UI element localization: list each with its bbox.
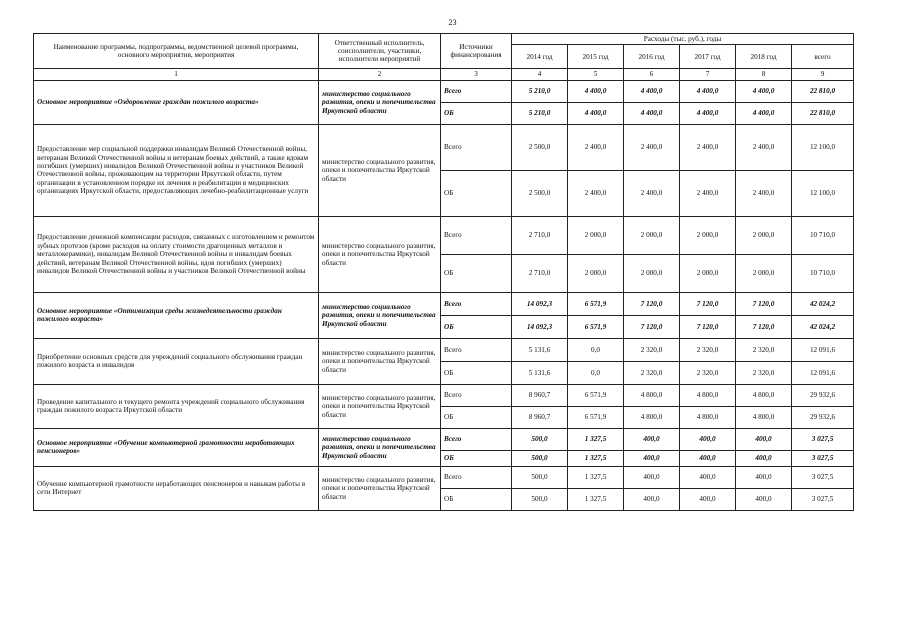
total-cell: 22 810,0 — [792, 102, 854, 124]
amount-cell: 400,0 — [624, 488, 680, 510]
funding-source: ОБ — [441, 406, 512, 428]
column-index: 4 — [512, 69, 568, 80]
amount-cell: 6 571,9 — [568, 384, 624, 406]
amount-cell: 7 120,0 — [680, 315, 736, 338]
table-row — [34, 292, 854, 315]
amount-cell: 1 327,5 — [568, 488, 624, 510]
funding-source: Всего — [441, 124, 512, 170]
amount-cell: 2 320,0 — [680, 361, 736, 384]
amount-cell: 2 400,0 — [680, 170, 736, 216]
amount-cell: 4 400,0 — [736, 102, 792, 124]
total-cell: 10 710,0 — [792, 254, 854, 292]
activity-executor: министерство социального развития, опеки и попечительства Иркутской области — [319, 216, 441, 292]
table-row — [34, 216, 854, 254]
activity-executor: министерство социального развития, опеки и попечительства Иркутской области — [319, 338, 441, 384]
total-cell: 42 024,2 — [792, 315, 854, 338]
amount-cell: 4 800,0 — [680, 384, 736, 406]
header-year: 2016 год — [624, 45, 680, 69]
activity-name: Предоставление мер социальной поддержки инвалидам Великой Отечественной войны, ветеранам Великой Отечественной войны и ветеранам боевых действий, а также вдовам погибших (умерших) инвалидов Великой Отечественной войны и участников Великой Отечественной войны, проживающим на территории Иркутской области, путем организации в установленном порядке их лечения и реабилитации в медицинских организациях Иркутской области, предоставляющих лечебно-реабилитационные услуги — [34, 124, 319, 216]
total-cell: 3 027,5 — [792, 428, 854, 450]
column-index: 1 — [34, 69, 319, 80]
amount-cell: 8 960,7 — [512, 384, 568, 406]
column-index: 5 — [568, 69, 624, 80]
amount-cell: 4 800,0 — [736, 384, 792, 406]
column-index: 3 — [441, 69, 512, 80]
amount-cell: 14 092,3 — [512, 315, 568, 338]
budget-table — [33, 33, 854, 511]
amount-cell: 5 131,6 — [512, 338, 568, 361]
amount-cell: 8 960,7 — [512, 406, 568, 428]
amount-cell: 2 000,0 — [624, 216, 680, 254]
amount-cell: 4 400,0 — [736, 80, 792, 102]
funding-source: Всего — [441, 466, 512, 488]
table-row — [34, 466, 854, 488]
amount-cell: 2 000,0 — [624, 254, 680, 292]
total-cell: 3 027,5 — [792, 466, 854, 488]
funding-source: ОБ — [441, 102, 512, 124]
header-source: Источники финансирования — [441, 34, 512, 69]
amount-cell: 2 400,0 — [736, 124, 792, 170]
amount-cell: 4 400,0 — [568, 80, 624, 102]
amount-cell: 7 120,0 — [624, 292, 680, 315]
amount-cell: 2 710,0 — [512, 216, 568, 254]
total-cell: 3 027,5 — [792, 488, 854, 510]
funding-source: ОБ — [441, 315, 512, 338]
amount-cell: 2 320,0 — [736, 338, 792, 361]
amount-cell: 4 400,0 — [680, 102, 736, 124]
amount-cell: 4 400,0 — [568, 102, 624, 124]
page-number: 23 — [448, 18, 457, 27]
amount-cell: 4 800,0 — [680, 406, 736, 428]
amount-cell: 4 800,0 — [736, 406, 792, 428]
amount-cell: 400,0 — [624, 466, 680, 488]
activity-executor: министерство социального развития, опеки и попечительства Иркутской области — [319, 292, 441, 338]
activity-name: Проведение капитального и текущего ремонта учреждений социального обслуживания граждан пожилого возраста Иркутской области — [34, 384, 319, 428]
header-expenses: Расходы (тыс. руб.), годы — [512, 34, 854, 45]
funding-source: ОБ — [441, 361, 512, 384]
amount-cell: 2 000,0 — [680, 254, 736, 292]
amount-cell: 1 327,5 — [568, 428, 624, 450]
total-cell: 29 932,6 — [792, 384, 854, 406]
amount-cell: 0,0 — [568, 361, 624, 384]
amount-cell: 0,0 — [568, 338, 624, 361]
amount-cell: 2 400,0 — [736, 170, 792, 216]
activity-executor: министерство социального развития, опеки и попечительства Иркутской области — [319, 124, 441, 216]
column-index: 9 — [792, 69, 854, 80]
column-index: 2 — [319, 69, 441, 80]
amount-cell: 1 327,5 — [568, 466, 624, 488]
amount-cell: 2 400,0 — [568, 124, 624, 170]
funding-source: Всего — [441, 292, 512, 315]
table-row — [34, 80, 854, 102]
amount-cell: 400,0 — [624, 428, 680, 450]
funding-source: Всего — [441, 428, 512, 450]
amount-cell: 400,0 — [736, 450, 792, 466]
total-cell: 12 100,0 — [792, 124, 854, 170]
activity-executor: министерство социального развития, опеки и попечительства Иркутской области — [319, 80, 441, 124]
amount-cell: 2 000,0 — [736, 216, 792, 254]
amount-cell: 7 120,0 — [624, 315, 680, 338]
activity-name: Предоставление денежной компенсации расходов, связанных с изготовлением и ремонтом зубных протезов (кроме расходов на оплату стоимости драгоценных металлов и металлокерамики), инвалидам Великой Отечественной войны и инвалидам боевых действий, ветеранам Великой Отечественной войны, вдов погибших (умерших) инвалидов Великой Отечественной войны и участников Великой Отечественной войны — [34, 216, 319, 292]
amount-cell: 2 400,0 — [680, 124, 736, 170]
amount-cell: 400,0 — [736, 466, 792, 488]
total-cell: 42 024,2 — [792, 292, 854, 315]
amount-cell: 2 500,0 — [512, 124, 568, 170]
header-year: 2015 год — [568, 45, 624, 69]
amount-cell: 400,0 — [680, 450, 736, 466]
amount-cell: 500,0 — [512, 488, 568, 510]
header-executor: Ответственный исполнитель, соисполнители, участники, исполнители мероприятий — [319, 34, 441, 69]
header-name: Наименование программы, подпрограммы, ведомственной целевой программы, основного мероприятия, мероприятия — [34, 34, 319, 69]
table-row — [34, 384, 854, 406]
total-cell: 12 100,0 — [792, 170, 854, 216]
amount-cell: 1 327,5 — [568, 450, 624, 466]
activity-name: Обучение компьютерной грамотности неработающих пенсионеров и навыкам работы в сети Интернет — [34, 466, 319, 510]
amount-cell: 2 320,0 — [680, 338, 736, 361]
column-index: 8 — [736, 69, 792, 80]
funding-source: Всего — [441, 80, 512, 102]
amount-cell: 7 120,0 — [736, 315, 792, 338]
amount-cell: 400,0 — [680, 466, 736, 488]
amount-cell: 7 120,0 — [680, 292, 736, 315]
funding-source: Всего — [441, 216, 512, 254]
activity-executor: министерство социального развития, опеки и попечительства Иркутской области — [319, 428, 441, 466]
amount-cell: 500,0 — [512, 466, 568, 488]
amount-cell: 4 800,0 — [624, 384, 680, 406]
activity-executor: министерство социального развития, опеки и попечительства Иркутской области — [319, 384, 441, 428]
amount-cell: 400,0 — [736, 428, 792, 450]
amount-cell: 2 000,0 — [736, 254, 792, 292]
amount-cell: 5 210,0 — [512, 102, 568, 124]
funding-source: ОБ — [441, 488, 512, 510]
table-row — [34, 338, 854, 361]
amount-cell: 400,0 — [680, 488, 736, 510]
amount-cell: 400,0 — [680, 428, 736, 450]
table-row — [34, 428, 854, 450]
amount-cell: 2 000,0 — [680, 216, 736, 254]
amount-cell: 2 000,0 — [568, 216, 624, 254]
column-index-row — [34, 69, 854, 80]
activity-name: Основное мероприятие «Обучение компьютерной грамотности неработающих пенсионеров» — [34, 428, 319, 466]
amount-cell: 2 000,0 — [568, 254, 624, 292]
amount-cell: 2 710,0 — [512, 254, 568, 292]
amount-cell: 14 092,3 — [512, 292, 568, 315]
column-index: 6 — [624, 69, 680, 80]
amount-cell: 2 320,0 — [736, 361, 792, 384]
amount-cell: 6 571,9 — [568, 315, 624, 338]
activity-name: Основное мероприятие «Оптимизация среды жизнедеятельности граждан пожилого возраста» — [34, 292, 319, 338]
activity-name: Основное мероприятие «Оздоровление граждан пожилого возраста» — [34, 80, 319, 124]
activity-executor: министерство социального развития, опеки и попечительства Иркутской области — [319, 466, 441, 510]
amount-cell: 4 400,0 — [624, 102, 680, 124]
amount-cell: 2 400,0 — [568, 170, 624, 216]
column-index: 7 — [680, 69, 736, 80]
amount-cell: 5 210,0 — [512, 80, 568, 102]
total-cell: 3 027,5 — [792, 450, 854, 466]
amount-cell: 400,0 — [624, 450, 680, 466]
amount-cell: 2 400,0 — [624, 170, 680, 216]
funding-source: ОБ — [441, 254, 512, 292]
header-year: 2017 год — [680, 45, 736, 69]
activity-name: Приобретение основных средств для учреждений социального обслуживания граждан пожилого возраста и инвалидов — [34, 338, 319, 384]
funding-source: Всего — [441, 384, 512, 406]
total-cell: 29 932,6 — [792, 406, 854, 428]
amount-cell: 7 120,0 — [736, 292, 792, 315]
amount-cell: 6 571,9 — [568, 406, 624, 428]
header-year: 2014 год — [512, 45, 568, 69]
amount-cell: 2 320,0 — [624, 361, 680, 384]
amount-cell: 500,0 — [512, 428, 568, 450]
amount-cell: 2 400,0 — [624, 124, 680, 170]
amount-cell: 2 500,0 — [512, 170, 568, 216]
total-cell: 22 810,0 — [792, 80, 854, 102]
table-row — [34, 124, 854, 170]
total-cell: 12 091,6 — [792, 361, 854, 384]
total-cell: 12 091,6 — [792, 338, 854, 361]
amount-cell: 400,0 — [736, 488, 792, 510]
funding-source: Всего — [441, 338, 512, 361]
header-total: всего — [792, 45, 854, 69]
total-cell: 10 710,0 — [792, 216, 854, 254]
amount-cell: 4 400,0 — [680, 80, 736, 102]
funding-source: ОБ — [441, 450, 512, 466]
amount-cell: 4 400,0 — [624, 80, 680, 102]
amount-cell: 5 131,6 — [512, 361, 568, 384]
amount-cell: 6 571,9 — [568, 292, 624, 315]
amount-cell: 2 320,0 — [624, 338, 680, 361]
amount-cell: 500,0 — [512, 450, 568, 466]
amount-cell: 4 800,0 — [624, 406, 680, 428]
funding-source: ОБ — [441, 170, 512, 216]
header-year: 2018 год — [736, 45, 792, 69]
